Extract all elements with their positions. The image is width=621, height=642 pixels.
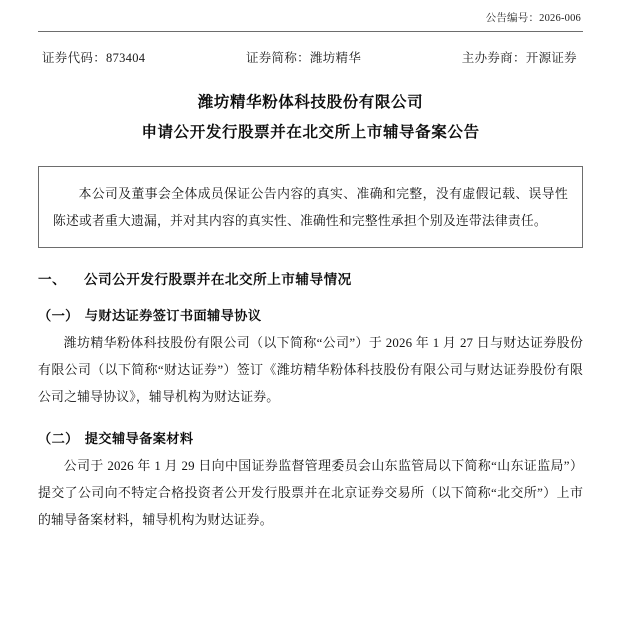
stock-code-cell — [42, 48, 145, 66]
sponsor-value: 开源证券 — [525, 51, 577, 65]
title-line-2: 申请公开发行股票并在北交所上市辅导备案公告 — [141, 124, 480, 142]
section-1-number: 一、 — [38, 271, 67, 287]
security-info-row — [38, 32, 583, 66]
stock-code-label: 证券代码： — [42, 51, 107, 65]
subsection-2-paragraph: 公司于 2026 年 1 月 29 日向中国证券监督管理委员会山东监管局以下简称“山东证监局”）提交了公司向不特定合格投资者公开发行股票并在北京证券交易所（以下简称“北交所”）上市的辅导备案材料，辅导机构为财达证券。 — [38, 459, 583, 528]
subsection-2-heading — [38, 428, 583, 447]
subsection-1-title: 与财达证券签订书面辅导协议 — [84, 307, 262, 323]
subsection-1-heading — [38, 305, 583, 324]
section-1 — [38, 268, 583, 535]
stock-code-value: 873404 — [106, 51, 146, 65]
disclaimer-box — [38, 166, 583, 247]
subsection-2-title: 提交辅导备案材料 — [84, 431, 194, 447]
sponsor-label: 主办券商： — [461, 51, 526, 65]
subsection-1-number: （一） — [38, 307, 79, 323]
announcement-number — [38, 0, 583, 25]
title-line-1: 潍坊精华粉体科技股份有限公司 — [197, 94, 424, 111]
document-title — [38, 88, 583, 148]
subsection-1-paragraph: 潍坊精华粉体科技股份有限公司（以下简称“公司”）于 2026 年 1 月 27 日与财达证券股份有限公司（以下简称“财达证券”）签订《潍坊精华粉体科技股份有限公司与财达证券股份有限公司之辅导协议》，辅导机构为财达证券。 — [38, 335, 583, 405]
stock-abbr-label: 证券简称： — [245, 51, 310, 65]
announcement-number-value: 2026-006 — [539, 13, 581, 24]
stock-abbr-cell — [246, 48, 361, 66]
announcement-number-label: 公告编号： — [485, 13, 540, 24]
section-1-heading — [38, 268, 583, 288]
stock-abbr-value: 潍坊精华 — [309, 51, 362, 65]
sponsor-cell — [462, 48, 577, 66]
disclaimer-text: 本公司及董事会全体成员保证公告内容的真实、准确和完整，没有虚假记载、误导性陈述或者重大遗漏，并对其内容的真实性、准确性和完整性承担个别及连带法律责任。 — [53, 187, 568, 228]
section-1-title: 公司公开发行股票并在北交所上市辅导情况 — [84, 271, 352, 287]
subsection-2-number: （二） — [38, 431, 79, 447]
